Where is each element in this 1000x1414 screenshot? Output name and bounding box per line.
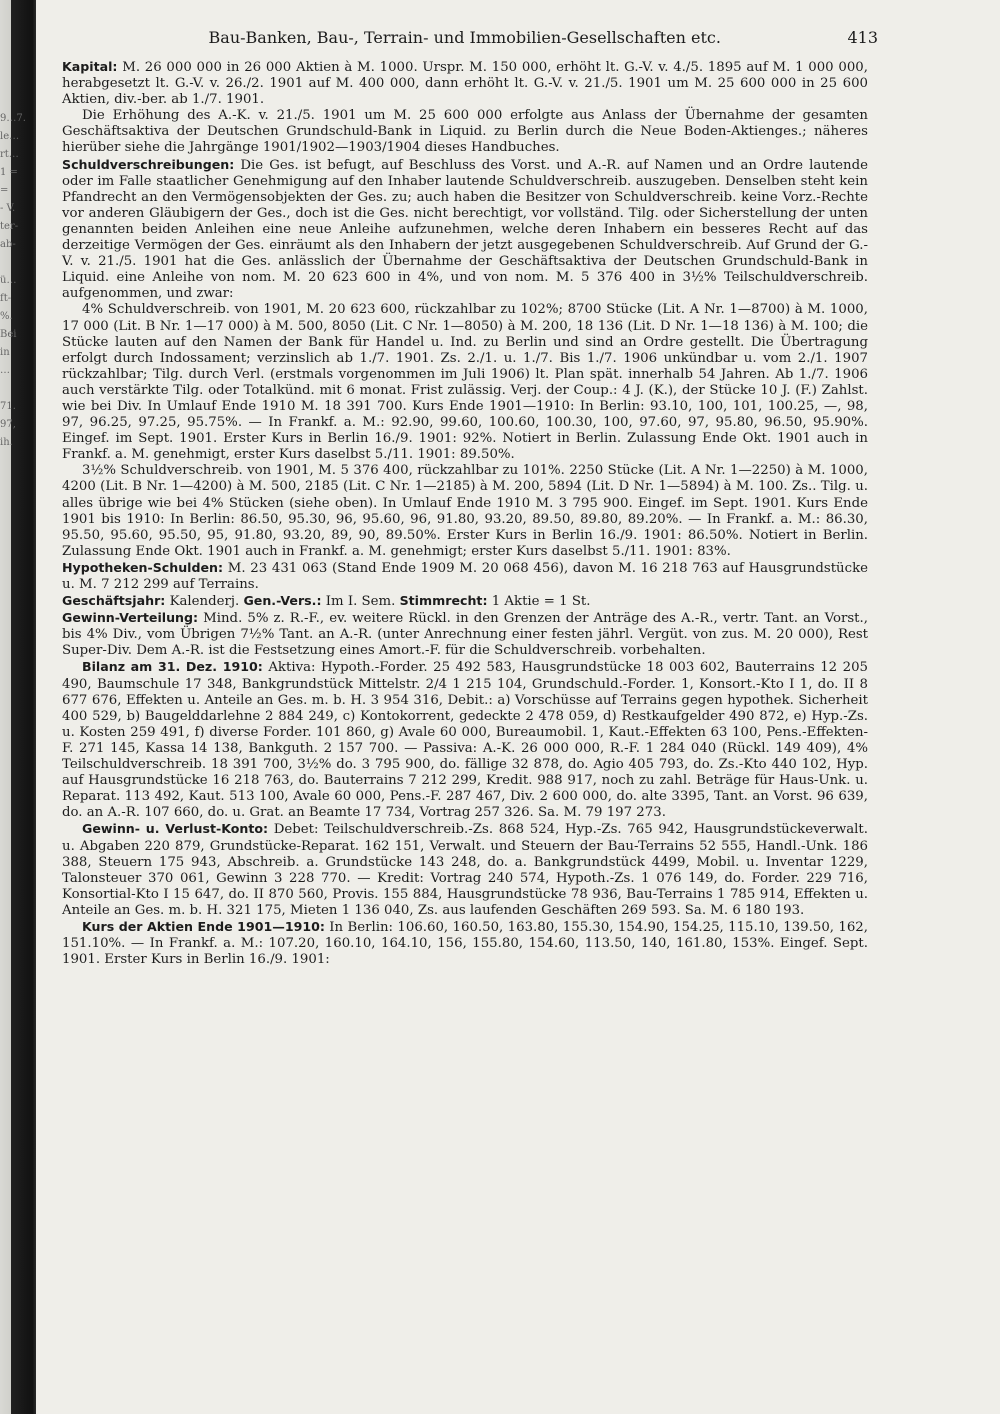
- gutter-fragment: …: [0, 365, 10, 376]
- section-text: Die Ges. ist befugt, auf Beschluss des Vorst. und A.-R. auf Namen und an Ordre lautende oder im Falle staatlicher Genehmigung auf den Inhaber lautende Schuldverschreib. auszugeben. Denselben steht kein Pfandrecht an den Vermögensobjekten der Ges. zu; auch haben die Besitzer von Schuldverschreib. keine Vorz.-Rechte vor anderen Gläubigern der Ges., doch ist die Ges. nicht berechtigt, vor vollständ. Tilg. oder Sicherstellung der unten genannten beiden Anleihen eine neue Anleihe aufzunehmen, welche deren Inhabern ein besseres Recht auf das derzeitige Vermögen der Ges. einräumt als den Inhabern der jetzt ausgegebenen Schuldverschreib. Auf Grund der G.-V. v. 21./5. 1901 hat die Ges. anlässlich der Übernahme der Geschäftsaktiva der Deutschen Grundschuld-Bank in Liquid. eine Anleihe von nom. M. 20 623 600 in 4%, und von nom. M. 5 376 400 in 3½% Teilschuldverschreib. aufgenommen, und zwar:: [62, 157, 868, 302]
- section-label: Kapital:: [62, 59, 118, 74]
- gutter-fragment: %.: [0, 311, 13, 322]
- section-text: Aktiva: Hypoth.-Forder. 25 492 583, Hausgrundstücke 18 003 602, Bauterrains 12 205 490, Baumschule 17 348, Bankgrundstück Mittelstr. 2/4 1 215 104, Grundschuld.-Forder. 1, Konsort.-Kto I 1, do. II 8 677 676, Effekten u. Anteile an Ges. m. b. H. 3 954 316, Debit.: a) Vorschüsse auf Terrains gegen hypothek. Sicherheit 400 529, b) Baugelddarlehne 2 884 249, c) Kontokorrent, gedeckte 2 478 059, d) Restkaufgelder 490 872, e) Hyp.-Zs. u. Kosten 259 491, f) diverse Forder. 101 860, g) Avale 60 000, Bureaumobil. 1, Kaut.-Effekten 63 100, Pens.-Effekten-F. 271 145, Kassa 14 138, Bankguth. 2 157 700. — Passiva: A.-K. 26 000 000, R.-F. 1 284 040 (Rückl. 149 409), 4% Teilschuldverschreib. 18 391 700, 3½% do. 3 795 900, do. fällige 32 878, do. Agio 405 793, do. Zs.-Kto 440 102, Hyp. auf Hausgrundstücke 16 218 763, do. Bauterrains 7 212 299, Kredit. 988 917, noch zu zahl. Beträge für Haus-Unk. u. Reparat. 113 492, Kaut. 513 100, Avale 60 000, Pens.-F. 287 467, Div. 2 600 000, do. alte 3395, Tant. an Vorst. 96 639, do. an A.-R. 107 660, do. u. Grat. an Beamte 17 734, Vortrag 257 326. Sa. M. 79 197 273.: [62, 660, 868, 821]
- running-header: [62, 28, 878, 47]
- section-text: Mind. 5% z. R.-F., ev. weitere Rückl. in den Grenzen der Anträge des A.-R., vertr. Tant. an Vorst., bis 4% Div., vom Übrigen 7½% Tant. an A.-R. (unter Anrechnung einer festen jährl. Vergüt. von zus. M. 20 000), Rest Super-Div. Dem A.-R. ist die Festsetzung eines Amort.-F. für die Schuldverschreib. vorbehalten.: [62, 611, 868, 659]
- gutter-fragment: ter-: [0, 221, 19, 232]
- section-text: Debet: Teilschuldverschreib.-Zs. 868 524, Hyp.-Zs. 765 942, Hausgrundstückeverwalt. u. Abgaben 220 879, Grundstücke-Reparat. 162 151, Verwalt. und Steuern der Bau-Terrains 52 555, Handl.-Unk. 186 388, Steuern 175 943, Abschreib. a. Grundstücke 143 248, do. a. Bankgrundstück 4499, Mobil. u. Inventar 1229, Talonsteuer 370 061, Gewinn 3 228 770. — Kredit: Vortrag 240 574, Hypoth.-Zs. 1 076 149, do. Forder. 229 716, Konsortial-Kto I 15 647, do. II 870 560, Provis. 155 884, Hausgrundstücke 78 936, Bau-Terrains 1 785 914, Effekten u. Anteile an Ges. m. b. H. 321 175, Mieten 1 136 040, Zs. aus laufenden Geschäften 269 593. Sa. M. 6 180 193.: [62, 822, 868, 918]
- section-text-gen-vers: Im I. Sem.: [325, 594, 396, 610]
- section-text: Kalenderj.: [169, 594, 240, 610]
- section-text: 3½% Schuldverschreib. von 1901, M. 5 376 400, rückzahlbar zu 101%. 2250 Stücke (Lit. A Nr. 1—2250) à M. 1000, 4200 (Lit. B Nr. 1—4200) à M. 500, 2185 (Lit. C Nr. 1—2185) à M. 200, 5894 (Lit. D Nr. 1—5894) à M. 100. Zs.. Tilg. u. alles übrige wie bei 4% Stücken (siehe oben). In Umlauf Ende 1910 M. 3 795 900. Eingef. im Sept. 1901. Kurs Ende 1901 bis 1910: In Berlin: 86.50, 95.30, 96, 95.60, 96, 91.80, 93.20, 89.50, 89.80, 89.20%. — In Frankf. a. M.: 86.30, 95.50, 95.60, 95.50, 95, 91.80, 93.20, 89, 90, 89.50%. Erster Kurs in Berlin 16./9. 1901: 86.50%. Notiert in Berlin. Zulassung Ende Okt. 1901 auch in Frankf. a. M. genehmigt; erster Kurs daselbst 5./11. 1901: 83%.: [62, 463, 868, 559]
- adjacent-page-fragments: [0, 110, 30, 452]
- gutter-fragment: 1 =: [0, 167, 18, 178]
- section-label: Gewinn-Verteilung:: [62, 610, 199, 626]
- running-title: Bau-Banken, Bau-, Terrain- und Immobilien-Gesellschaften etc.: [208, 28, 721, 47]
- section-label-stimmrecht: Stimmrecht:: [399, 593, 488, 609]
- gutter-fragment: ab-: [0, 239, 16, 250]
- gutter-fragment: [0, 254, 30, 272]
- section-label: Schuldverschreibungen:: [62, 156, 235, 172]
- section-kapital: [62, 59, 868, 108]
- section-bilanz: [62, 659, 868, 821]
- gutter-fragment: 71.: [0, 401, 16, 412]
- gutter-fragment: =: [0, 185, 9, 196]
- gutter-fragment: rt…: [0, 149, 19, 160]
- section-label: Hypotheken-Schulden:: [62, 559, 224, 575]
- section-text: Die Erhöhung des A.-K. v. 21./5. 1901 um M. 25 600 000 erfolgte aus Anlass der Übernahme der gesamten Geschäftsaktiva der Deutschen Grundschuld-Bank in Liquid. zu Berlin durch die Neue Boden-Aktienges.; näheres hierüber siehe die Jahrgänge 1901/1902—1903/1904 dieses Handbuches.: [62, 108, 868, 156]
- gutter-fragment: ft-: [0, 293, 12, 304]
- gutter-fragment: - V.: [0, 203, 16, 214]
- section-text: In Berlin: 106.60, 160.50, 163.80, 155.30, 154.90, 154.25, 115.10, 139.50, 162, 151.10%. — In Frankf. a. M.: 107.20, 160.10, 164.10, 156, 155.80, 154.60, 113.50, 140, 161.80, 153%. Eingef. Sept. 1901. Erster Kurs in Berlin 16./9. 1901:: [62, 919, 868, 968]
- section-kurs-aktien: [62, 919, 868, 968]
- section-gewinn-verteilung: [62, 610, 868, 659]
- section-label: Geschäftsjahr:: [62, 593, 166, 609]
- section-kapital-note: [62, 108, 868, 156]
- section-text-stimmrecht: 1 Aktie = 1 St.: [491, 594, 591, 610]
- section-geschaeftsjahr: [62, 593, 868, 610]
- section-text: 4% Schuldverschreib. von 1901, M. 20 623 600, rückzahlbar zu 102%; 8700 Stücke (Lit. A Nr. 1—8700) à M. 1000, 17 000 (Lit. B Nr. 1—17 000) à M. 500, 8050 (Lit. C Nr. 1—8050) à M. 200, 18 136 (Lit. D Nr. 1—18 136) à M. 100; die Stücke lauten auf den Namen der Bank für Handel u. Ind. zu Berlin und sind an Ordre gestellt. Die Übertragung erfolgt durch Indossament; verzinslich ab 1./7. 1901. Zs. 2./1. u. 1./7. Bis 1./7. 1906 unkündbar u. vom 2./1. 1907 rückzahlbar; Tilg. durch Verl. (erstmals vorgenommen im Juli 1906) lt. Plan spät. innerhalb 54 Jahren. Ab 1./7. 1906 auch verstärkte Tilg. oder Totalkünd. mit 6 monat. Frist zulässig. Verj. der Coup.: 4 J. (K.), der Stücke 10 J. (F.) Zahlst. wie bei Div. In Umlauf Ende 1910 M. 18 391 700. Kurs Ende 1901—1910: In Berlin: 93.10, 100, 101, 100.25, —, 98, 97, 96.25, 97.25, 95.75%. — In Frankf. a. M.: 92.90, 99.60, 100.60, 100.30, 100, 97.60, 97, 95.80, 96.50, 95.90%. Eingef. im Sept. 1901. Erster Kurs in Berlin 16./9. 1901: 92%. Notiert in Berlin. Zulassung Ende Okt. 1901 auch in Frankf. a. M. genehmigt, erster Kurs daselbst 5./11. 1901: 89.50%.: [62, 302, 868, 463]
- section-bond-4pct: [62, 302, 868, 463]
- gutter-fragment: ih.: [0, 437, 13, 448]
- section-label: Gewinn- u. Verlust-Konto:: [82, 821, 269, 837]
- section-label: Kurs der Aktien Ende 1901—1910:: [82, 918, 325, 934]
- section-text: M. 26 000 000 in 26 000 Aktien à M. 1000. Urspr. M. 150 000, erhöht lt. G.-V. v. 4./5. 1895 auf M. 1 000 000, herabgesetzt lt. G.-V. v. 26./2. 1901 auf M. 400 000, dann erhöht lt. G.-V. v. 21./5. 1901 um M. 25 600 000 in 25 600 Aktien, div.-ber. ab 1./7. 1901.: [62, 60, 868, 108]
- section-bond-3-5pct: [62, 463, 868, 560]
- gutter-fragment: [0, 380, 30, 398]
- gutter-fragment: le…: [0, 131, 20, 142]
- section-gewinn-verlust: [62, 821, 868, 919]
- section-label: Bilanz am 31. Dez. 1910:: [82, 659, 263, 675]
- section-text: M. 23 431 063 (Stand Ende 1909 M. 20 068 456), davon M. 16 218 763 auf Hausgrundstücke u. M. 7 212 299 auf Terrains.: [62, 560, 868, 592]
- section-label-gen-vers: Gen.-Vers.:: [243, 593, 322, 609]
- section-schuldverschreibungen: [62, 157, 868, 303]
- gutter-fragment: Bei: [0, 329, 17, 340]
- page: [62, 28, 878, 968]
- gutter-fragment: 9…7.: [0, 113, 26, 124]
- section-hypotheken-schulden: [62, 560, 868, 593]
- gutter-fragment: ü…: [0, 275, 17, 286]
- page-number: 413: [847, 28, 878, 47]
- gutter-fragment: in: [0, 347, 10, 358]
- gutter-fragment: 97,: [0, 419, 16, 430]
